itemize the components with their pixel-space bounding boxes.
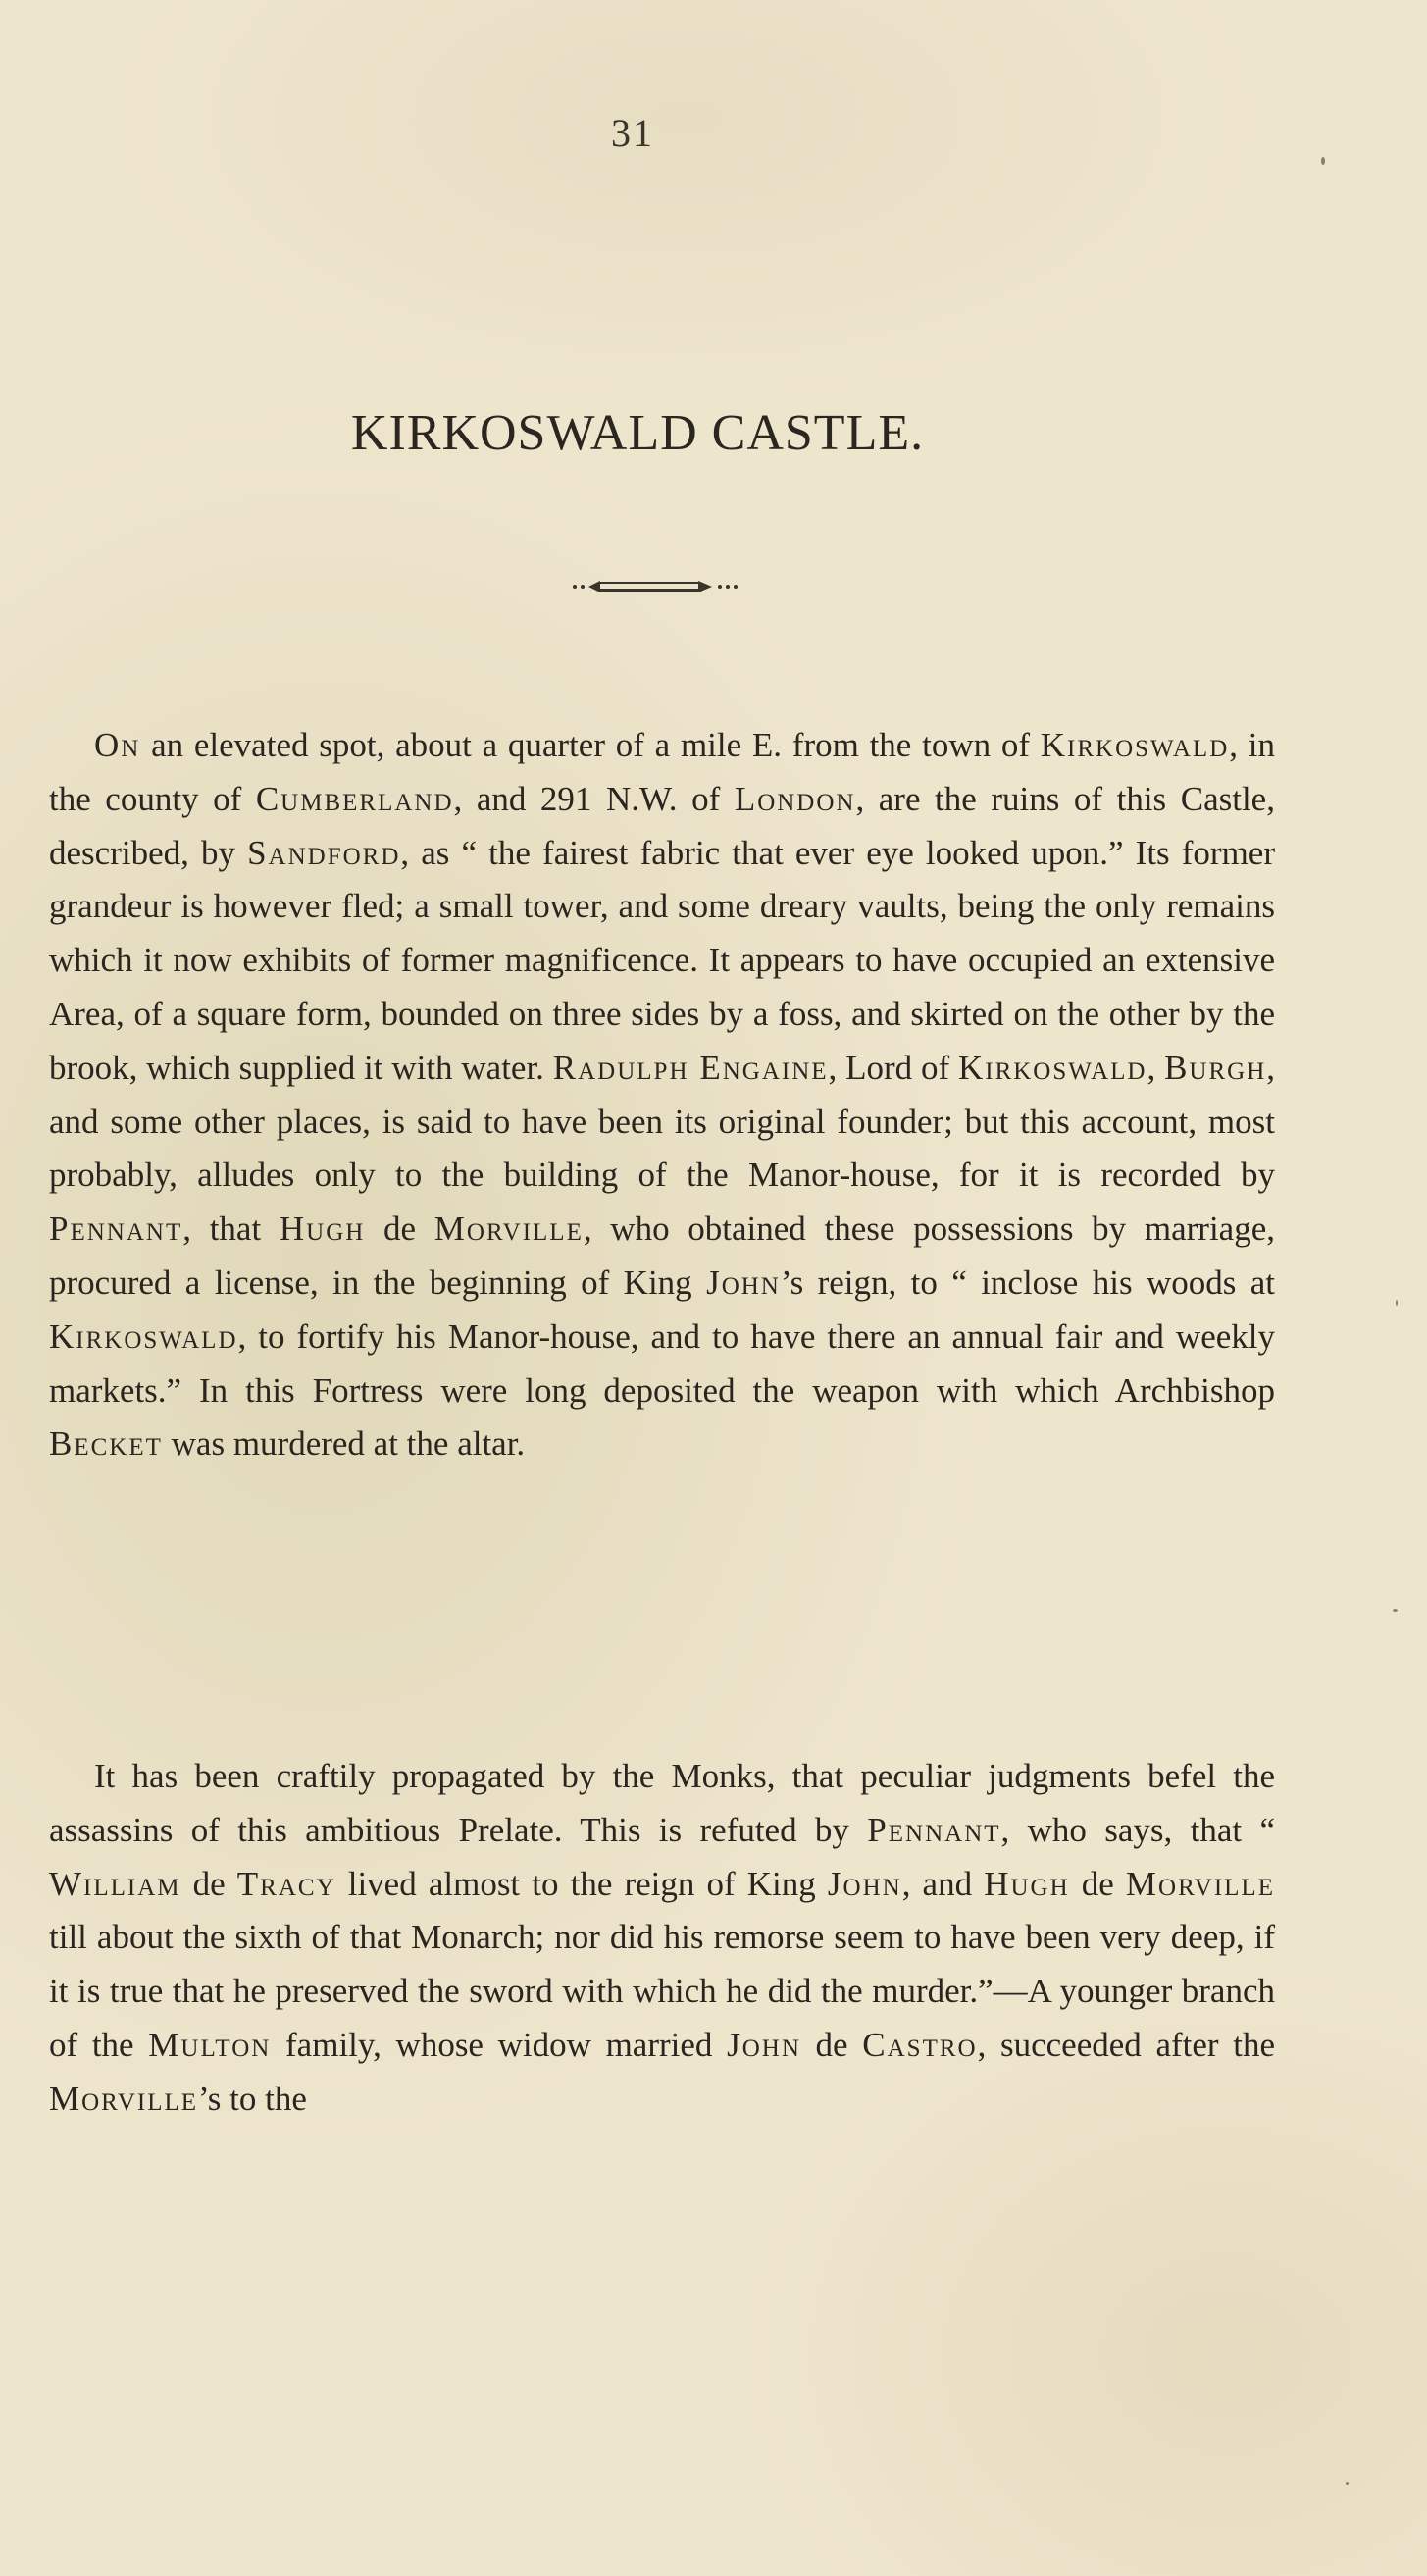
person-name: Morville [433,1210,584,1249]
person-name: Sandford [247,833,401,872]
text-span: , Lord of [828,1048,958,1087]
text-span: an elevated spot, about a quarter of a mile E. from the town of [140,726,1041,764]
place-name: Burgh [1164,1048,1267,1087]
text-span: till about the sixth of that Monarch; nor did his remorse seem to have been very deep, if it is true that he preserved the sword with which he did the murder.”—A younger branch of the [49,1918,1275,2064]
text-span: , as “ the fairest fabric that ever eye looked upon.” Its former grandeur is however fled; a small tower, and some dreary vaults, being the only remains which it now exhibits of former magnificence. It appears to have occupied an extensive Area, of a square form, bounded on three sides by a foss, and skirted on the other by the brook, which supplied it with water. [49,833,1276,1087]
person-name: Multon [148,2025,272,2064]
text-span: , that [182,1210,280,1249]
text-span: ’s reign, to “ inclose his woods at [780,1262,1276,1302]
person-name: Hugh [984,1864,1070,1903]
text-span: was murdered at the altar. [162,1424,526,1464]
place-name: Kirkoswald [49,1316,238,1356]
paragraph-1 [49,719,1275,1471]
text-span: de [1069,1864,1126,1903]
text-span: , and 291 N.W. of [453,779,735,818]
text-span: , who says, that “ [1000,1810,1275,1849]
text-span: , are the ruins of this Castle, described, by [49,779,1275,872]
text-span: family, whose widow married [271,2025,728,2064]
person-name: William [49,1864,181,1903]
paper-speck [1321,157,1325,165]
person-name: Hugh [279,1210,366,1249]
text-span: , in the county of [49,726,1275,818]
place-name: Cumberland [255,779,454,818]
paper-speck [1346,2482,1349,2485]
text-span: , succeeded after the [977,2025,1275,2064]
place-name: Kirkoswald [957,1048,1147,1087]
text-span: , and [901,1864,985,1903]
person-name: Becket [49,1424,163,1464]
text-span: On [94,726,141,764]
text-span: , who obtained these possessions by marriage, procured a license, in the beginning of King [49,1210,1276,1302]
person-name: Castro [862,2025,978,2064]
text-span: de [180,1864,237,1903]
paragraph-2 [49,1750,1275,2127]
text-span: ’s to the [198,2079,307,2118]
text-span: , [1147,1048,1165,1087]
place-name: Kirkoswald [1040,726,1230,764]
person-name: John [706,1262,781,1302]
text-span: de [365,1210,434,1249]
text-span: lived almost to the reign of King [335,1864,828,1903]
paper-speck [1396,1300,1398,1306]
person-name: Pennant [867,1810,1001,1849]
page-title: KIRKOSWALD CASTLE. [350,405,925,461]
page-number: 31 [611,111,654,155]
text-span: It has been craftily propagated by the Monks, that peculiar judgments befel the assassins of this ambitious Prelate. This is refuted by [49,1757,1275,1849]
text-span: de [800,2025,863,2064]
person-name: Pennant [49,1210,183,1249]
place-name: London [734,779,856,818]
person-name: John [827,1864,902,1903]
text-span: , to fortify his Manor-house, and to have there an annual fair and weekly markets.” In this Fortress were long deposited the weapon with which Archbishop [49,1316,1275,1410]
person-name: Tracy [236,1864,336,1903]
person-name: Morville [1125,1864,1275,1903]
person-name: Radulph Engaine [552,1048,829,1087]
paper-speck [1393,1609,1398,1612]
person-name: John [727,2025,801,2064]
person-name: Morville [49,2079,199,2118]
text-span: , and some other places, is said to have been its original founder; but this account, most probably, alludes only to the building of the Manor-house, for it is recorded by [49,1048,1275,1195]
ornament-divider [569,577,745,596]
